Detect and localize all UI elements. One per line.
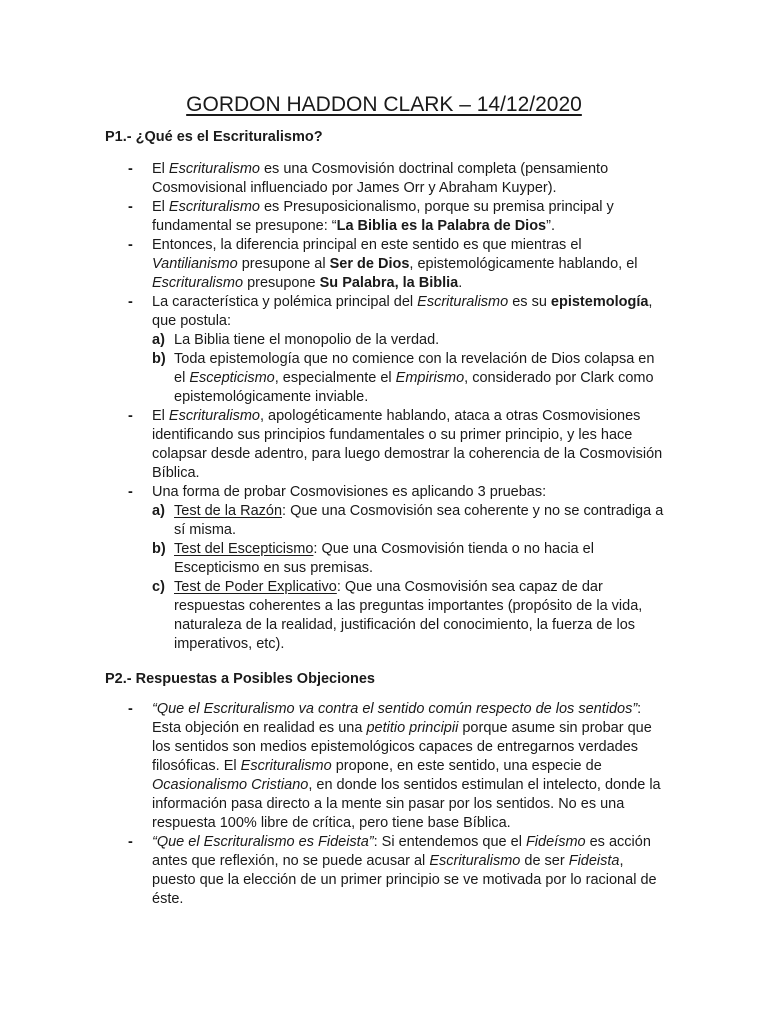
italic-term: Escrituralismo xyxy=(240,758,332,774)
text-run: : Que una Cosmovisión tienda o no hacia el Escepticismo en sus premisas. xyxy=(174,541,594,576)
list-item-text xyxy=(152,294,652,329)
text-run: , en donde los sentidos estimulan el intelecto, donde la información pasa directo a la mente sin pasar por los sentidos. No es una respuesta 100% libre de crítica, pero tiene base Bíblica. xyxy=(152,777,661,831)
dash-bullet: - xyxy=(128,484,133,500)
sub-item-marker: a) xyxy=(152,332,165,348)
list-item xyxy=(128,407,668,483)
sub-list xyxy=(152,502,668,654)
text-run: , apologéticamente hablando, ataca a otras Cosmovisiones identificando sus principios fundamentales o su primer principio, y les hace colapsar desde adentro, para luego demostrar la coherencia de la Cosmovisión Bíblica. xyxy=(152,408,663,481)
section-list-p2 xyxy=(128,700,668,909)
text-run: : Esta objeción en realidad es una xyxy=(152,701,642,736)
text-run: Una forma de probar Cosmovisiones es aplicando 3 pruebas: xyxy=(152,484,547,500)
italic-term: petitio principii xyxy=(366,720,459,736)
text-run: es una Cosmovisión doctrinal completa (pensamiento Cosmovisional influenciado por James Orr y Abraham Kuyper). xyxy=(152,161,609,196)
list-item xyxy=(128,198,668,236)
sub-item-marker: b) xyxy=(152,541,166,557)
italic-term: Escepticismo xyxy=(189,370,275,386)
sub-item-text xyxy=(174,503,663,538)
list-item xyxy=(128,700,668,833)
sub-item-marker: c) xyxy=(152,579,165,595)
list-item-text xyxy=(152,834,657,907)
text-run: El xyxy=(152,161,169,177)
text-run: : Que una Cosmovisión sea capaz de dar respuestas coherentes a las preguntas importantes (propósito de la vida, naturaleza de la realidad, justificación del conocimiento, la fuerza de los imperativos, etc). xyxy=(174,579,643,652)
sub-item-marker: b) xyxy=(152,351,166,367)
text-run: , epistemológicamente hablando, el xyxy=(409,256,638,272)
page-title: GORDON HADDON CLARK – 14/12/2020 xyxy=(186,93,582,116)
italic-term: Escrituralismo xyxy=(417,294,509,310)
dash-bullet: - xyxy=(128,294,133,310)
text-run: . xyxy=(458,275,463,291)
text-run: es su xyxy=(508,294,551,310)
text-run: propone, en este sentido, una especie de xyxy=(331,758,602,774)
sub-list-item xyxy=(152,502,668,540)
italic-term: Fideísmo xyxy=(525,834,586,850)
text-run: es Presuposicionalismo, porque su premisa principal y fundamental se presupone: “ xyxy=(152,199,614,234)
list-item-text xyxy=(152,237,638,291)
bold-term: La Biblia es la Palabra de Dios xyxy=(336,218,547,234)
sub-item-text xyxy=(174,351,654,405)
text-run: presupone al xyxy=(237,256,330,272)
sub-list-item xyxy=(152,578,668,654)
text-run: , considerado por Clark como epistemológicamente inviable. xyxy=(174,370,654,405)
text-run: , especialmente el xyxy=(274,370,396,386)
italic-term: Escrituralismo xyxy=(168,161,260,177)
text-run: : Si entendemos que el xyxy=(373,834,526,850)
list-item-text xyxy=(152,484,546,500)
italic-term: Vantilianismo xyxy=(152,256,238,272)
sub-item-marker: a) xyxy=(152,503,165,519)
section-list-p1 xyxy=(128,160,668,654)
dash-bullet: - xyxy=(128,834,133,850)
sub-item-text xyxy=(174,579,642,652)
text-run: de ser xyxy=(520,853,569,869)
dash-bullet: - xyxy=(128,237,133,253)
sub-list-item xyxy=(152,350,668,407)
sub-list xyxy=(152,331,668,407)
bold-term: Su Palabra, la Biblia xyxy=(319,275,459,291)
italic-term: Escrituralismo xyxy=(168,408,260,424)
bold-term: epistemología xyxy=(550,294,649,310)
italic-term: “Que el Escrituralismo es Fideista” xyxy=(152,834,374,850)
text-run: presupone xyxy=(243,275,320,291)
dash-bullet: - xyxy=(128,161,133,177)
text-run: ”. xyxy=(546,218,555,234)
sub-list-item xyxy=(152,331,668,350)
section-heading-p2: P2.- Respuestas a Posibles Objeciones xyxy=(105,671,375,687)
dash-bullet: - xyxy=(128,408,133,424)
text-run: La Biblia tiene el monopolio de la verdad. xyxy=(174,332,440,348)
list-item-text xyxy=(152,161,608,196)
italic-term: Fideista xyxy=(568,853,620,869)
dash-bullet: - xyxy=(128,199,133,215)
dash-bullet: - xyxy=(128,701,133,717)
italic-term: “Que el Escrituralismo va contra el sentido común respecto de los sentidos” xyxy=(152,701,638,717)
list-item xyxy=(128,236,668,293)
text-run: , que postula: xyxy=(152,294,653,329)
list-item-text xyxy=(152,701,661,831)
text-run: El xyxy=(152,199,169,215)
list-item xyxy=(128,160,668,198)
underlined-term: Test de la Razón xyxy=(174,503,283,519)
italic-term: Escrituralismo xyxy=(168,199,260,215)
text-run: : Que una Cosmovisión sea coherente y no se contradiga a sí misma. xyxy=(174,503,664,538)
sub-item-text xyxy=(174,541,594,576)
list-item xyxy=(128,833,668,909)
text-run: Entonces, la diferencia principal en este sentido es que mientras el xyxy=(152,237,582,253)
list-item xyxy=(128,483,668,654)
list-item-text xyxy=(152,199,614,234)
text-run: es acción antes que reflexión, no se puede acusar al xyxy=(152,834,651,869)
underlined-term: Test del Escepticismo xyxy=(174,541,314,557)
text-run: porque asume sin probar que los sentidos son medios epistemológicos capaces de entregarnos verdades filosóficas. El xyxy=(152,720,652,774)
text-run: El xyxy=(152,408,169,424)
list-item-text xyxy=(152,408,662,481)
italic-term: Empirismo xyxy=(395,370,465,386)
list-item xyxy=(128,293,668,407)
sub-item-text xyxy=(174,332,439,348)
text-run: Toda epistemología que no comience con la revelación de Dios colapsa en el xyxy=(174,351,655,386)
text-run: La característica y polémica principal del xyxy=(152,294,418,310)
text-run: , puesto que la elección de un primer principio se ve motivada por lo racional de éste. xyxy=(152,853,657,907)
bold-term: Ser de Dios xyxy=(329,256,410,272)
section-heading-p1: P1.- ¿Qué es el Escrituralismo? xyxy=(105,129,323,145)
italic-term: Escrituralismo xyxy=(152,275,244,291)
italic-term: Escrituralismo xyxy=(429,853,521,869)
underlined-term: Test de Poder Explicativo xyxy=(174,579,337,595)
italic-term: Ocasionalismo Cristiano xyxy=(152,777,309,793)
sub-list-item xyxy=(152,540,668,578)
